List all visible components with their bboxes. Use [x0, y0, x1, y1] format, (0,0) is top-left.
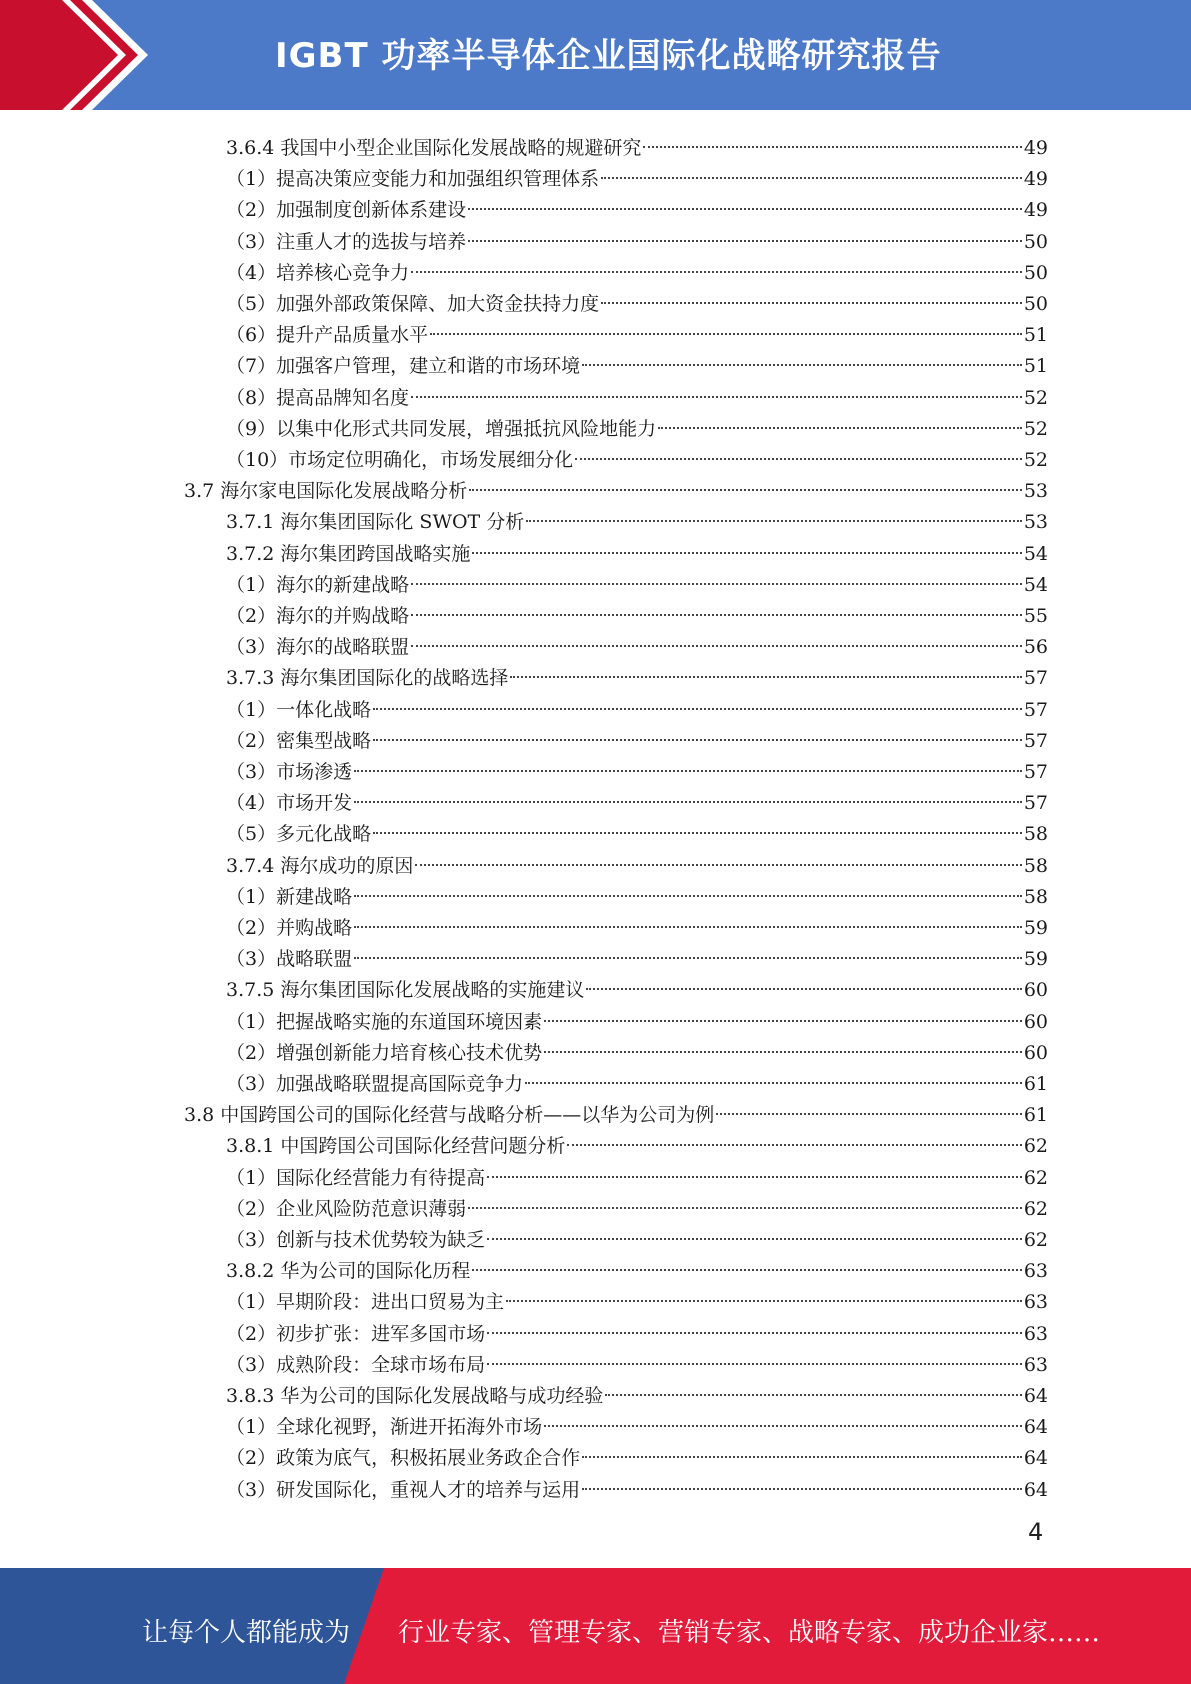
toc-entry-label: （1）一体化战略 [226, 698, 372, 721]
footer-slogan-left: 让每个人都能成为 [142, 1618, 351, 1648]
toc-entry[interactable] [226, 220, 1048, 253]
toc-entry-label: （2）海尔的并购战略 [226, 605, 410, 627]
red-chevron-decoration [0, 0, 160, 110]
toc-entry-page: 62 [1023, 1229, 1048, 1251]
toc-entry[interactable] [226, 282, 1048, 315]
toc-entry[interactable] [226, 750, 1048, 783]
page-number: 4 [1028, 1518, 1044, 1546]
toc-entry-label: （5）多元化战略 [226, 823, 372, 846]
toc-dot-leader [469, 469, 1022, 497]
toc-entry-label: 3.8.3 华为公司的国际化发展战略与成功经验 [226, 1385, 604, 1407]
toc-dot-leader [582, 344, 1022, 372]
toc-dot-leader [506, 1280, 1022, 1308]
toc-dot-leader [411, 563, 1022, 591]
toc-entry-page: 64 [1023, 1478, 1048, 1501]
toc-entry-label: （7）加强客户管理，建立和谐的市场环境 [226, 355, 581, 378]
toc-entry[interactable] [226, 688, 1048, 721]
toc-dot-leader [411, 594, 1022, 622]
toc-entry-page: 51 [1023, 355, 1048, 378]
toc-entry-page: 49 [1023, 137, 1048, 159]
toc-entry-label: （2）政策为底气，积极拓展业务政企合作 [226, 1447, 581, 1470]
toc-dot-leader [510, 656, 1021, 684]
toc-entry-label: （3）研发国际化，重视人才的培养与运用 [226, 1478, 581, 1501]
toc-entry-page: 55 [1023, 605, 1048, 627]
toc-dot-leader [468, 188, 1022, 216]
toc-entry[interactable] [226, 937, 1048, 971]
toc-entry[interactable] [226, 1124, 1048, 1158]
toc-entry-label: （5）加强外部政策保障、加大资金扶持力度 [226, 293, 600, 315]
toc-dot-leader [354, 937, 1022, 965]
toc-dot-leader [525, 1062, 1022, 1090]
toc-entry[interactable] [226, 1405, 1048, 1439]
toc-dot-leader [415, 844, 1021, 872]
toc-entry-page: 53 [1023, 480, 1048, 503]
toc-entry-page: 58 [1023, 823, 1048, 846]
toc-entry-label: （3）成熟阶段：全球市场布局 [226, 1353, 486, 1376]
toc-entry-label: 3.7.5 海尔集团国际化发展战略的实施建议 [226, 979, 585, 1002]
toc-entry-label: （9）以集中化形式共同发展，增强抵抗风险地能力 [226, 417, 657, 440]
toc-entry[interactable] [226, 376, 1048, 409]
toc-entry-label: 3.7.4 海尔成功的原因 [226, 854, 414, 877]
toc-dot-leader [601, 282, 1022, 310]
toc-entry-label: （4）市场开发 [226, 792, 353, 815]
toc-entry-page: 56 [1023, 636, 1048, 659]
toc-entry[interactable] [226, 719, 1048, 752]
toc-dot-leader [658, 407, 1022, 435]
page-header [0, 0, 1191, 110]
toc-entry[interactable] [226, 1062, 1048, 1095]
toc-entry[interactable] [226, 812, 1048, 846]
toc-entry-label: （2）并购战略 [226, 917, 353, 939]
toc-dot-leader [472, 1249, 1021, 1277]
toc-entry[interactable] [184, 1093, 1048, 1127]
toc-entry[interactable] [226, 906, 1048, 939]
toc-entry-page: 52 [1023, 386, 1048, 409]
toc-entry[interactable] [226, 968, 1048, 1002]
toc-entry[interactable] [226, 1436, 1048, 1470]
toc-entry[interactable] [226, 656, 1048, 690]
toc-dot-leader [567, 1124, 1021, 1152]
toc-entry-page: 60 [1023, 979, 1048, 1002]
toc-entry-label: （2）增强创新能力培育核心技术优势 [226, 1041, 543, 1064]
toc-entry[interactable] [184, 469, 1048, 503]
toc-entry-label: （3）市场渗透 [226, 761, 353, 783]
toc-entry-label: （3）注重人才的选拔与培养 [226, 230, 467, 253]
toc-entry-label: （2）密集型战略 [226, 729, 372, 752]
toc-entry-page: 58 [1023, 854, 1048, 877]
toc-entry[interactable] [226, 157, 1048, 191]
toc-entry-page: 57 [1023, 761, 1048, 783]
toc-dot-leader [716, 1093, 1022, 1121]
toc-dot-leader [411, 376, 1022, 404]
toc-dot-leader [487, 1218, 1022, 1246]
toc-entry[interactable] [226, 251, 1048, 284]
toc-entry-label: （3）创新与技术优势较为缺乏 [226, 1229, 486, 1251]
toc-entry-page: 49 [1023, 168, 1048, 191]
toc-entry-page: 64 [1023, 1416, 1048, 1439]
toc-entry[interactable] [226, 1468, 1048, 1501]
toc-dot-leader [601, 157, 1022, 185]
toc-entry-label: 3.8 中国跨国公司的国际化经营与战略分析——以华为公司为例 [184, 1104, 715, 1127]
toc-entry[interactable] [226, 563, 1048, 596]
toc-entry-label: 3.6.4 我国中小型企业国际化发展战略的规避研究 [226, 137, 642, 159]
toc-entry-page: 62 [1023, 1166, 1048, 1189]
toc-entry-label: （10）市场定位明确化，市场发展细分化 [226, 449, 574, 471]
toc-entry-page: 54 [1023, 542, 1048, 565]
toc-entry-page: 50 [1023, 230, 1048, 253]
toc-entry-page: 54 [1023, 573, 1048, 596]
toc-entry-page: 52 [1023, 417, 1048, 440]
toc-entry-label: （8）提高品牌知名度 [226, 386, 410, 409]
toc-entry[interactable] [226, 1000, 1048, 1033]
toc-entry-page: 62 [1023, 1197, 1048, 1220]
toc-dot-leader [472, 532, 1021, 560]
toc-dot-leader [373, 812, 1022, 840]
toc-dot-leader [354, 906, 1022, 934]
footer-slogan-right: 行业专家、管理专家、营销专家、战略专家、成功企业家…… [398, 1618, 1101, 1648]
toc-entry[interactable] [226, 1249, 1048, 1283]
toc-entry[interactable] [226, 438, 1048, 471]
toc-entry[interactable] [226, 1187, 1048, 1220]
toc-dot-leader [643, 126, 1021, 154]
toc-entry-page: 63 [1023, 1353, 1048, 1376]
toc-entry-page: 50 [1023, 293, 1048, 315]
toc-dot-leader [430, 313, 1022, 341]
toc-entry[interactable] [226, 1374, 1048, 1407]
toc-dot-leader [605, 1374, 1021, 1402]
toc-entry-label: 3.7.3 海尔集团国际化的战略选择 [226, 667, 509, 690]
toc-entry[interactable] [226, 344, 1048, 378]
toc-entry-label: （3）海尔的战略联盟 [226, 636, 410, 659]
toc-entry[interactable] [226, 532, 1048, 565]
toc-dot-leader [487, 1343, 1022, 1371]
toc-dot-leader [526, 500, 1022, 528]
toc-entry-label: （1）早期阶段：进出口贸易为主 [226, 1291, 505, 1314]
toc-entry-page: 50 [1023, 261, 1048, 284]
toc-entry[interactable] [226, 407, 1048, 440]
toc-entry-page: 60 [1023, 1010, 1048, 1033]
toc-entry-label: （1）提高决策应变能力和加强组织管理体系 [226, 168, 600, 191]
toc-entry-page: 51 [1023, 324, 1048, 347]
toc-entry-label: （1）把握战略实施的东道国环境因素 [226, 1010, 543, 1033]
toc-entry-label: 3.7.2 海尔集团跨国战略实施 [226, 542, 471, 565]
toc-dot-leader [586, 968, 1021, 996]
toc-entry[interactable] [226, 781, 1048, 815]
toc-dot-leader [575, 438, 1022, 466]
toc-entry[interactable] [226, 1343, 1048, 1376]
toc-dot-leader [544, 1405, 1022, 1433]
toc-entry[interactable] [226, 1031, 1048, 1064]
toc-entry[interactable] [226, 875, 1048, 908]
toc-entry-label: （1）国际化经营能力有待提高 [226, 1166, 486, 1189]
toc-entry[interactable] [226, 126, 1048, 159]
toc-entry[interactable] [226, 1312, 1048, 1345]
page-footer [0, 1568, 1191, 1684]
toc-entry-page: 59 [1023, 917, 1048, 939]
toc-entry-label: 3.8.1 中国跨国公司国际化经营问题分析 [226, 1135, 566, 1158]
toc-dot-leader [582, 1468, 1022, 1496]
toc-dot-leader [544, 1031, 1022, 1059]
toc-dot-leader [582, 1436, 1022, 1464]
toc-entry-label: 3.7.1 海尔集团国际化 SWOT 分析 [226, 511, 525, 534]
toc-entry-page: 49 [1023, 199, 1048, 222]
toc-entry-page: 63 [1023, 1260, 1048, 1283]
toc-entry-label: 3.8.2 华为公司的国际化历程 [226, 1260, 471, 1283]
toc-entry[interactable] [226, 1156, 1048, 1189]
toc-dot-leader [487, 1156, 1022, 1184]
toc-entry[interactable] [226, 188, 1048, 222]
toc-entry-label: （6）提升产品质量水平 [226, 324, 429, 347]
toc-entry-label: （2）初步扩张：进军多国市场 [226, 1322, 486, 1345]
toc-entry-label: （1）新建战略 [226, 885, 353, 908]
toc-dot-leader [544, 1000, 1022, 1028]
toc-entry-page: 61 [1023, 1104, 1048, 1127]
toc-entry-page: 60 [1023, 1041, 1048, 1064]
toc-entry-label: （3）战略联盟 [226, 948, 353, 971]
toc-entry-label: （2）加强制度创新体系建设 [226, 199, 467, 222]
toc-dot-leader [487, 1312, 1022, 1340]
toc-entry-page: 57 [1023, 792, 1048, 815]
toc-entry-label: （3）加强战略联盟提高国际竞争力 [226, 1073, 524, 1095]
toc-entry-page: 57 [1023, 667, 1048, 690]
toc-entry[interactable] [226, 594, 1048, 627]
toc-entry[interactable] [226, 625, 1048, 659]
toc-dot-leader [411, 625, 1022, 653]
toc-dot-leader [373, 719, 1022, 747]
toc-entry-page: 53 [1023, 511, 1048, 534]
toc-entry-page: 57 [1023, 698, 1048, 721]
toc-entry-page: 63 [1023, 1322, 1048, 1345]
toc-entry-page: 61 [1023, 1073, 1048, 1095]
toc-dot-leader [468, 220, 1022, 248]
toc-entry-label: （1）海尔的新建战略 [226, 573, 410, 596]
toc-dot-leader [468, 1187, 1022, 1215]
toc-dot-leader [411, 251, 1022, 279]
toc-entry-label: （2）企业风险防范意识薄弱 [226, 1197, 467, 1220]
toc-dot-leader [373, 688, 1022, 716]
toc-dot-leader [354, 875, 1022, 903]
report-title: IGBT 功率半导体企业国际化战略研究报告 [275, 36, 942, 76]
toc-entry-page: 58 [1023, 885, 1048, 908]
toc-entry[interactable] [226, 500, 1048, 534]
toc-dot-leader [354, 750, 1022, 778]
toc-entry-label: （1）全球化视野，渐进开拓海外市场 [226, 1416, 543, 1439]
toc-entry-page: 64 [1023, 1447, 1048, 1470]
toc-entry-page: 62 [1023, 1135, 1048, 1158]
toc-entry[interactable] [226, 313, 1048, 347]
toc-entry-page: 64 [1023, 1385, 1048, 1407]
toc-entry-page: 63 [1023, 1291, 1048, 1314]
toc-entry[interactable] [226, 1218, 1048, 1251]
toc-entry[interactable] [226, 1280, 1048, 1314]
toc-entry-page: 57 [1023, 729, 1048, 752]
toc-entry-page: 59 [1023, 948, 1048, 971]
toc-entry[interactable] [226, 844, 1048, 877]
toc-entry-label: （4）培养核心竞争力 [226, 261, 410, 284]
toc-dot-leader [354, 781, 1022, 809]
toc-entry-label: 3.7 海尔家电国际化发展战略分析 [184, 480, 468, 503]
toc-entry-page: 52 [1023, 449, 1048, 471]
